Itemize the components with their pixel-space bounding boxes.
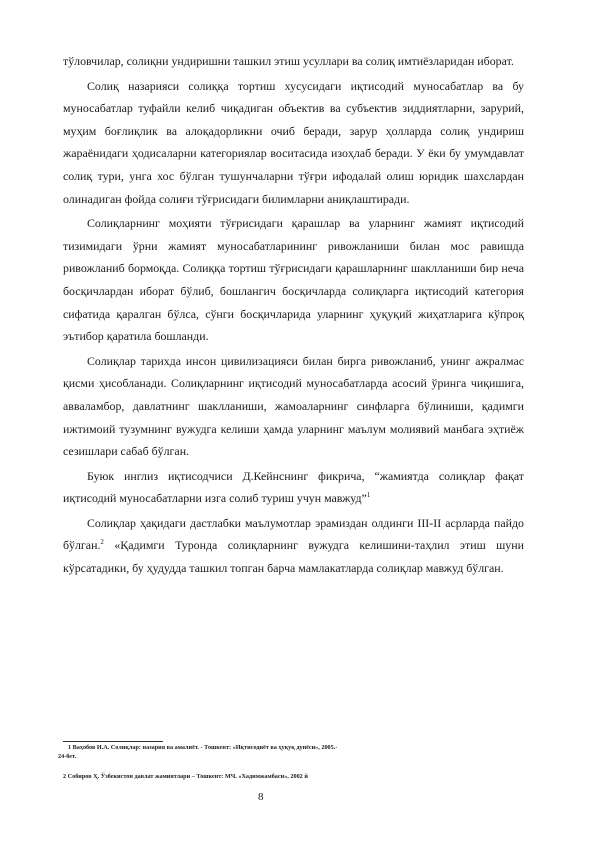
paragraph-4: Солиқлар тарихда инсон цивилизацияси билан бирга ривожланиб, унинг ажралмас қисми ҳисобланади. Солиқларнинг иқтисодий муносабатларда асосий ўринга чиқишига, авваламбор, давлатнинг шаклланиши, жамоаларнинг синфларга бўлиниши, қадимги ижтимоий тузумнинг вужудга келиши ҳамда уларнинг маълум молиявий манбага эҳтиёж сезишлари сабаб бўлган. — [63, 353, 524, 459]
paragraph-6-text-b: «Қадимги Туронда солиқларнинг вужудга келишини-таҳлил этиш шуни кўрсатадики, бу ҳудудда ташкил топган барча мамлакатларда солиқлар мавжуд бўлган. — [63, 538, 524, 576]
footnote-ref-1: 1 — [366, 491, 371, 500]
footnote-1-line-1: 1 Ваҳобов И.А. Солиқлар: назария ва амалиёт. - Тошкент: «Иқтисодиёт ва ҳуқуқ дунёси», 2005.- — [68, 744, 338, 751]
paragraph-6-text-a: Солиқлар ҳақидаги дастлабки маълумотлар эрамиздан олдинги III-II асрларда пайдо бўлган. — [63, 515, 524, 553]
paragraph-2: Солиқ назарияси солиққа тортиш хусусидаги иқтисодий муносабатлар ва бу муносабатлар туфайли келиб чиқадиган объектив ва субъектив зиддиятларни, зарурий, муҳим боғлиқлик ва алоқадорликни очиб беради, зарур ҳолларда солиқ ундириш жараёнидаги ҳодисаларни категориялар воситасида изоҳлаб беради. У ёки бу умумдавлат солиқ тури, унга хос бўлган тушунчаларни тўғри ифодалай олиш юридик шахслардан олинадиган фойда солиғи тўғрисидаги билимларни аниқлаштиради. — [63, 78, 524, 206]
footnote-2: 2 Собиров Ҳ. Ўзбекистон давлат жамиятлари – Тошкент: МЧ. «Хадимжамбаси», 2002 й — [63, 773, 308, 780]
footnote-1 — [58, 743, 463, 761]
footnote-ref-2: 2 — [100, 538, 104, 547]
footnote-1-line-2: 24-бет. — [58, 753, 77, 760]
paragraph-1: тўловчилар, солиқни ундиришни ташкил этиш усуллари ва солиқ имтиёзларидан иборат. — [63, 54, 514, 68]
page-number: 8 — [258, 791, 264, 803]
page-body — [63, 50, 524, 582]
paragraph-3: Солиқларнинг моҳияти тўғрисидаги қарашлар ва уларнинг жамият иқтисодий тизимидаги ўрни жамият муносабатларининг ривожланиши билан мос равишда ривожланиб бормоқда. Солиққа тортиш тўғрисидаги қарашларнинг шаклланиши бир неча босқичлардан иборат бўлиб, бошлангич босқичларда солиқларга иқтисодий категория сифатида қаралган бўлса, сўнги босқичларида уларнинг ҳуқуқий жиҳатларига кўпроқ эътибор қаратила бошланди. — [63, 216, 524, 344]
footnote-divider — [63, 741, 163, 742]
paragraph-5 — [63, 465, 524, 510]
paragraph-6 — [63, 512, 524, 580]
paragraph-5-text: Буюк инглиз иқтисодчиси Д.Кейнснинг фикрича, “жамиятда солиқлар фақат иқтисодий муносабатларни изга солиб туриш учун мавжуд” — [63, 468, 524, 506]
